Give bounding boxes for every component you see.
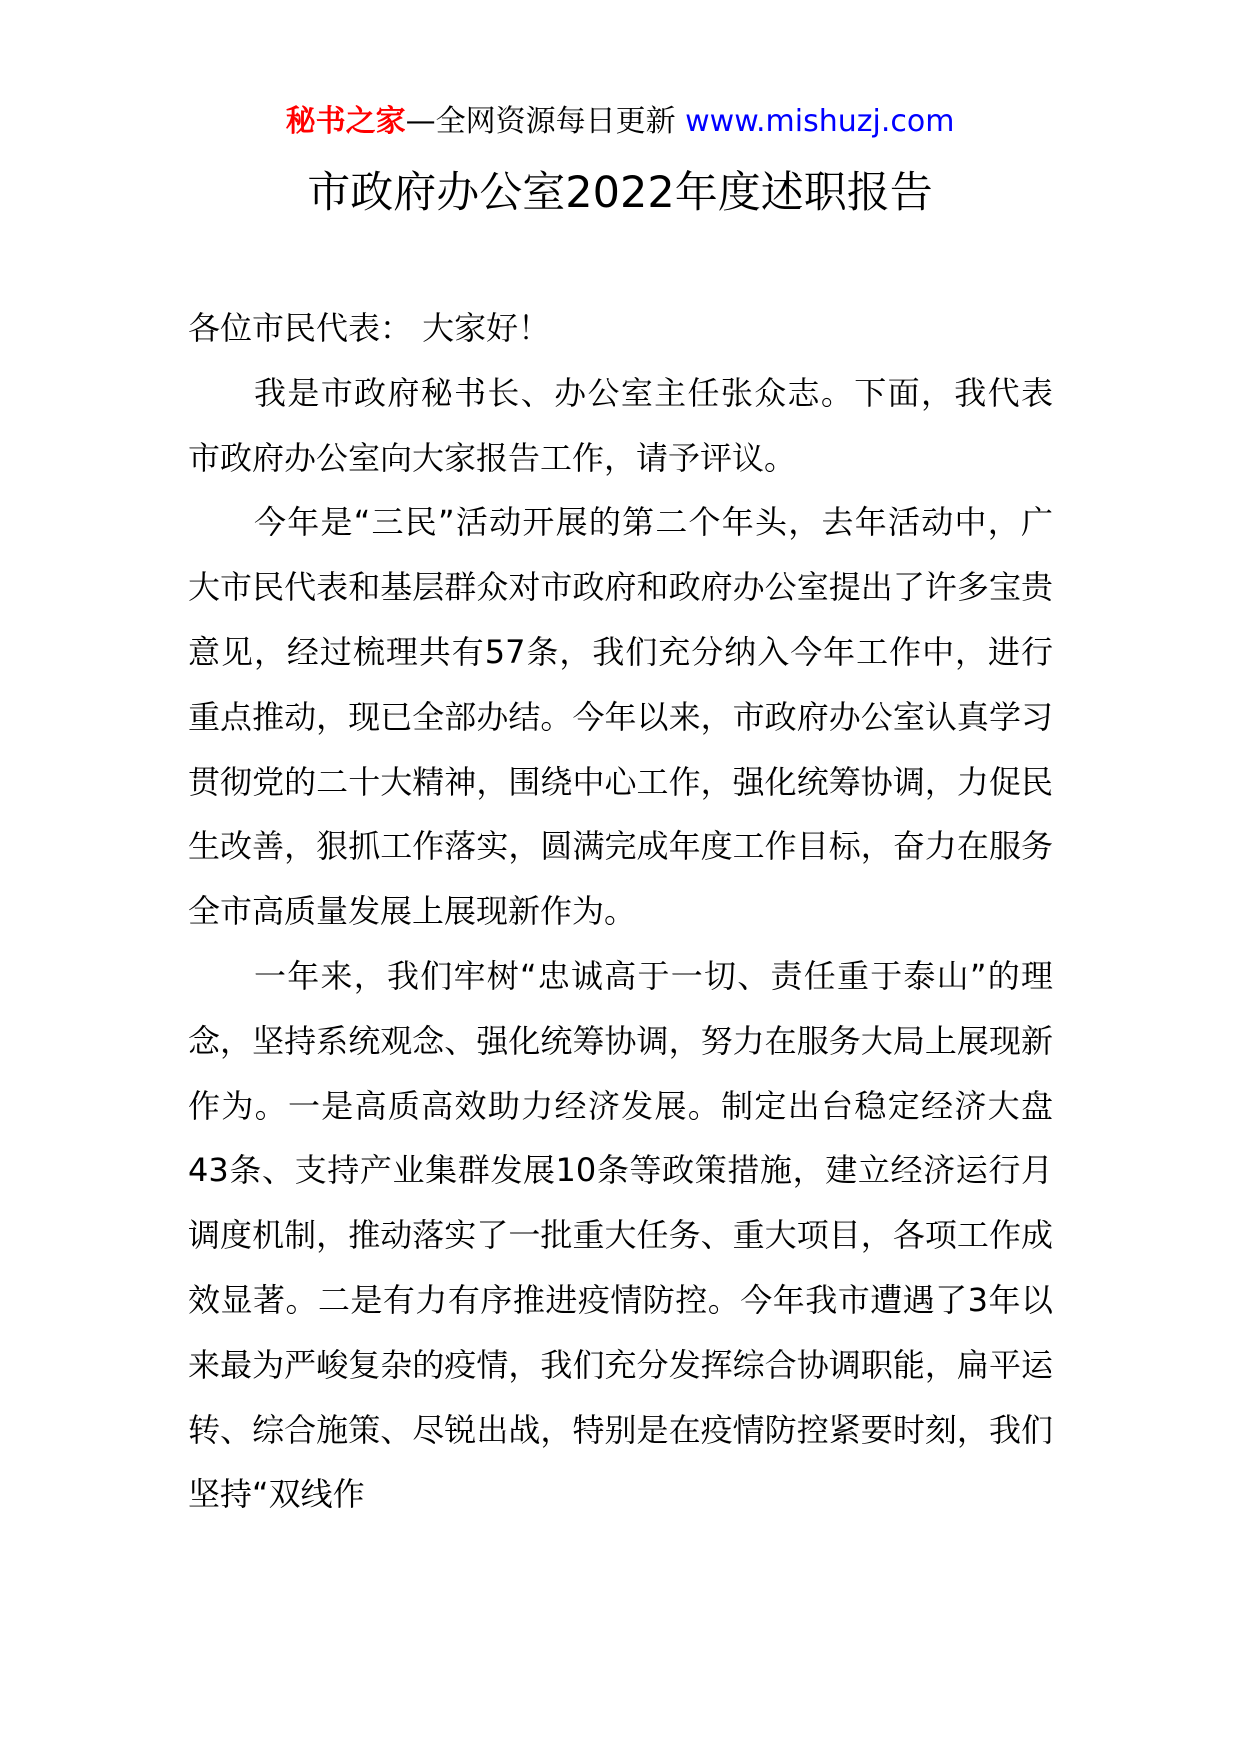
site-url-link[interactable]: www.mishuzj.com <box>685 104 955 139</box>
document-title: 市政府办公室2022年度述职报告 <box>307 168 933 218</box>
banner-slogan: —全网资源每日更新 <box>405 104 676 139</box>
salutation: 各位市民代表： 大家好！ <box>188 309 551 347</box>
brand-name: 秘书之家 <box>285 104 406 139</box>
paragraph: 一年来，我们牢树“忠诚高于一切、责任重于泰山”的理念，坚持系统观念、强化统筹协调，努力在服务大局上展现新作为。一是高质高效助力经济发展。制定出台稳定经济大盘43条、支持产业集群发展10条等政策措施，建立经济运行月调度机制，推动落实了一批重大任务、重大项目，各项工作成效显著。二是有力有序推进疫情防控。今年我市遭遇了3年以来最为严峻复杂的疫情，我们充分发挥综合协调职能，扁平运转、综合施策、尽锐出战，特别是在疫情防控紧要时刻，我们坚持“双线作 <box>188 956 1053 1514</box>
document-body <box>188 296 1053 1527</box>
site-banner <box>0 100 1240 144</box>
paragraph: 今年是“三民”活动开展的第二个年头，去年活动中，广大市民代表和基层群众对市政府和政府办公室提出了许多宝贵意见，经过梳理共有57条，我们充分纳入今年工作中，进行重点推动，现已全部办结。今年以来，市政府办公室认真学习贯彻党的二十大精神，围绕中心工作，强化统筹协调，力促民生改善，狠抓工作落实，圆满完成年度工作目标，奋力在服务全市高质量发展上展现新作为。 <box>188 503 1053 931</box>
paragraph: 我是市政府秘书长、办公室主任张众志。下面，我代表市政府办公室向大家报告工作，请予评议。 <box>188 373 1053 477</box>
